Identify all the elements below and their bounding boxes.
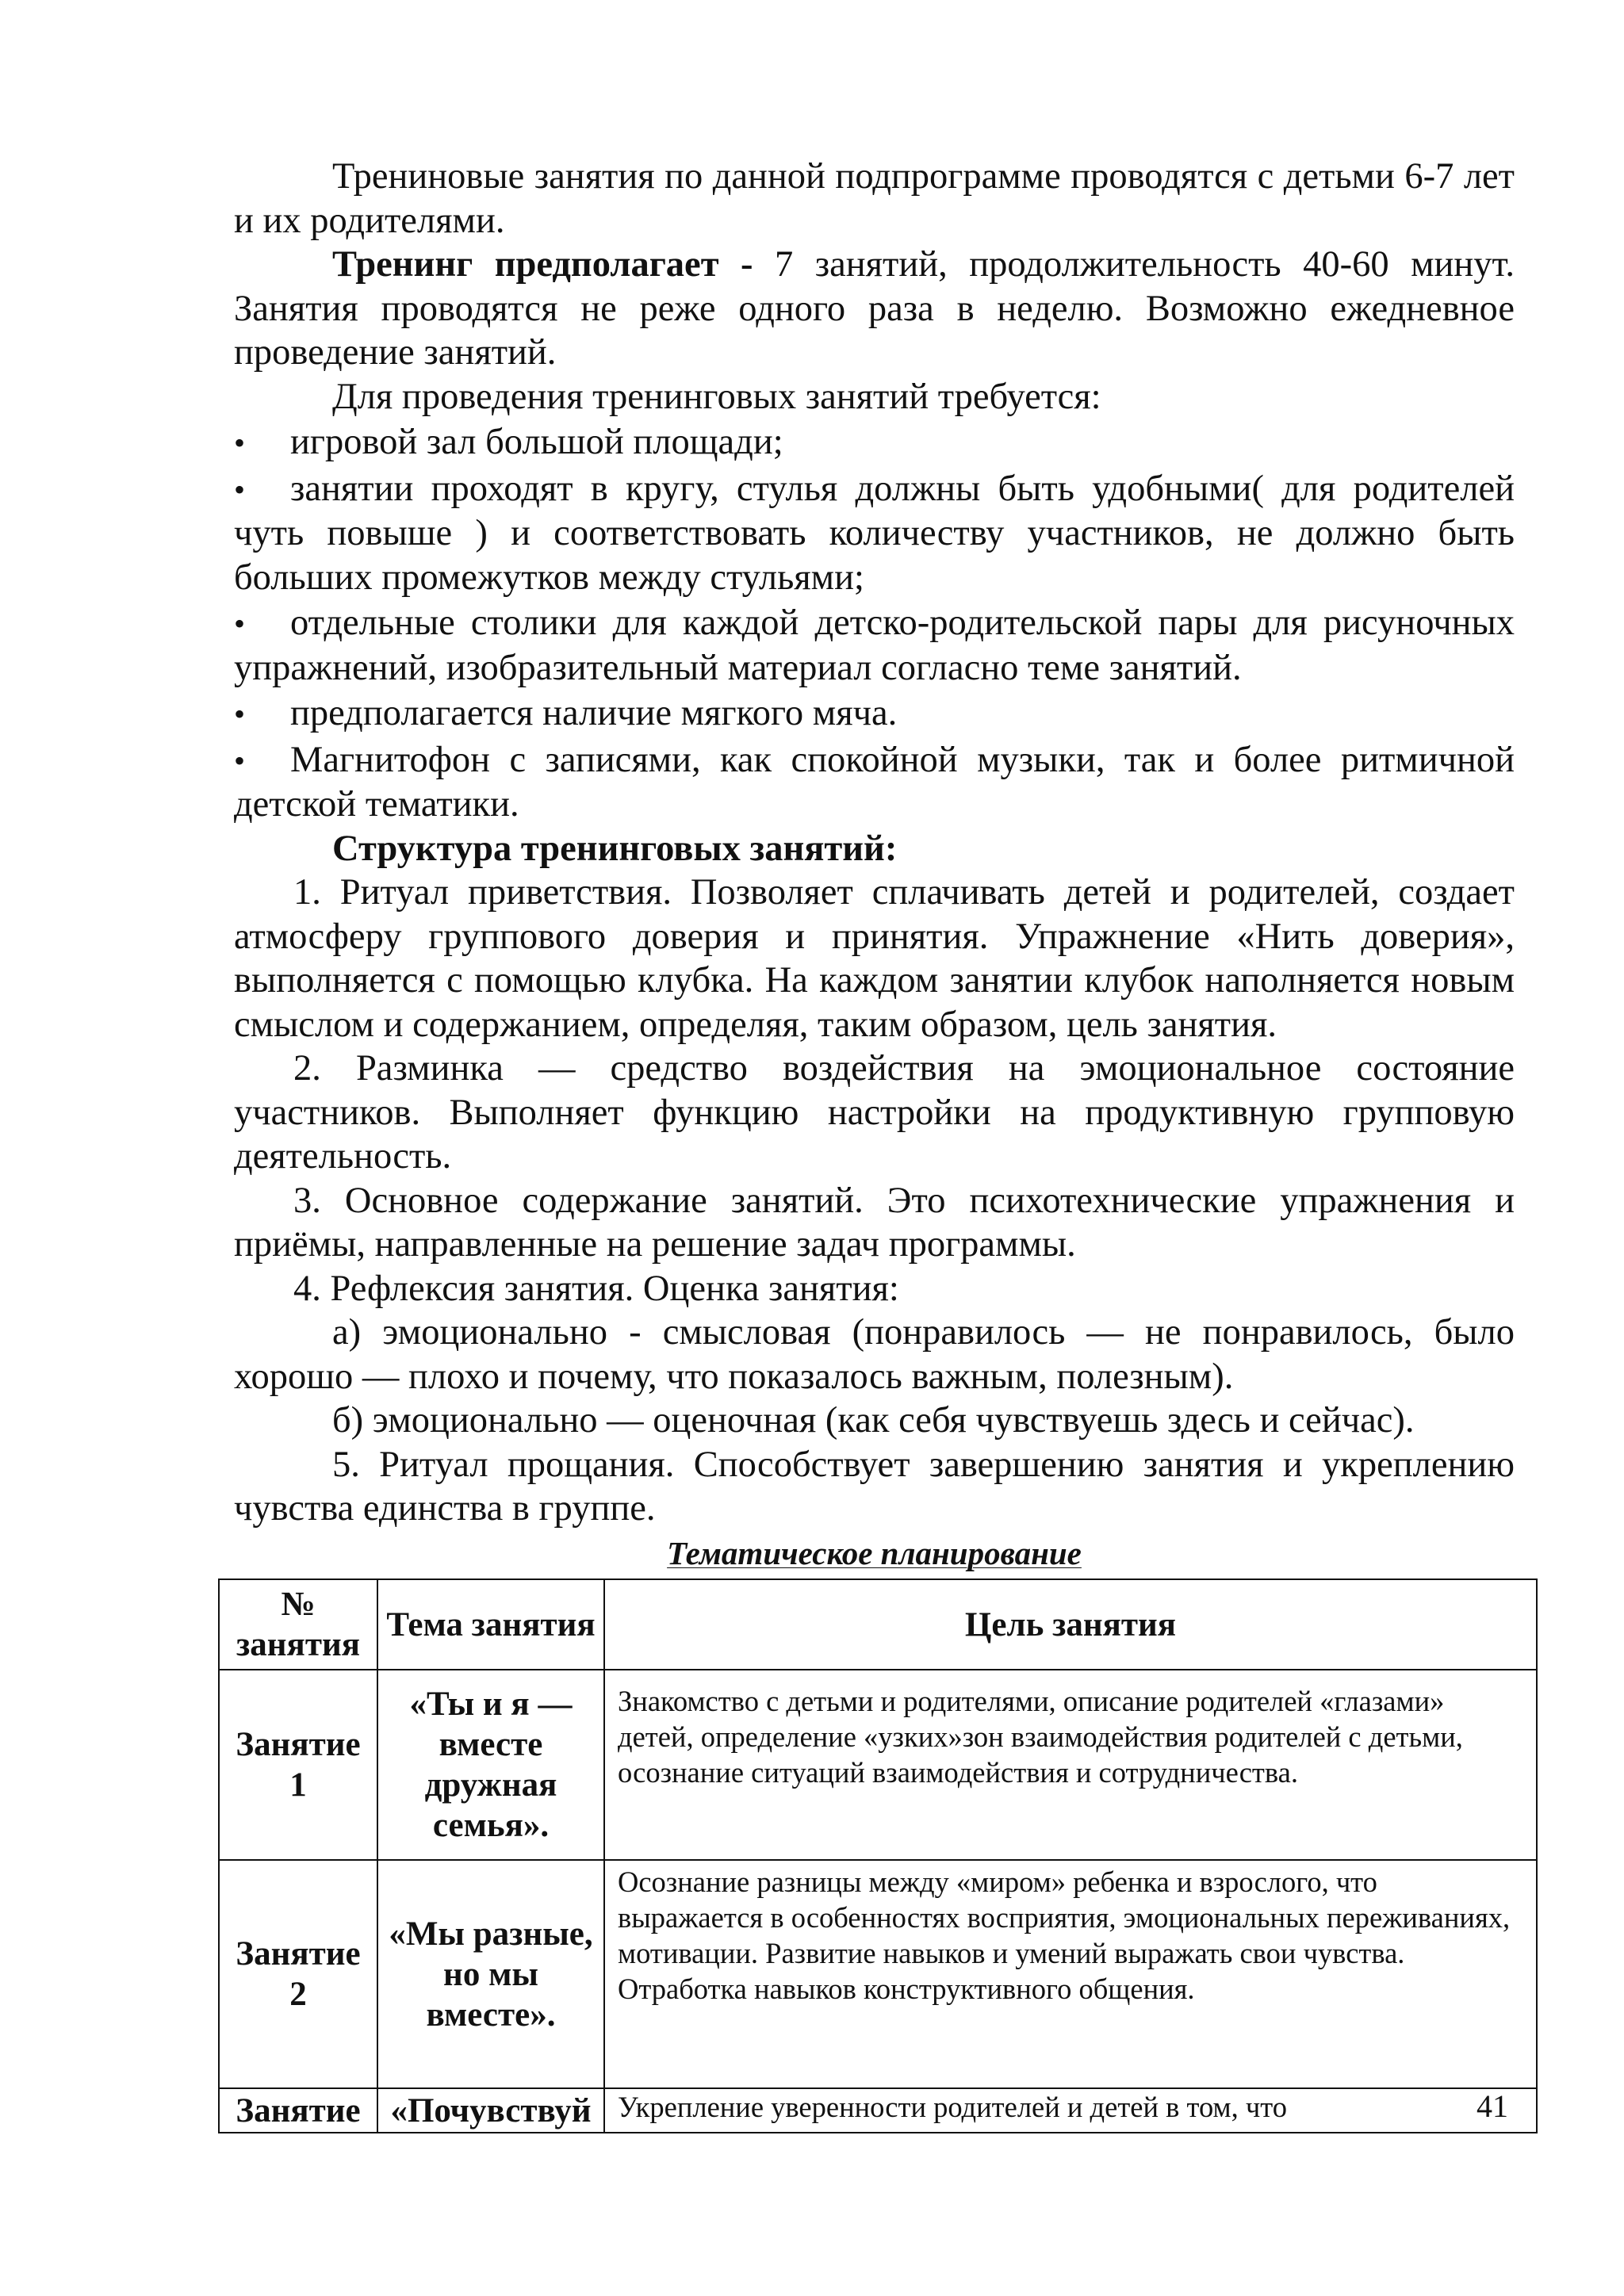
requirements-paragraph: Для проведения тренинговых занятий требуется: [332,376,1101,417]
structure-item-4: 4. Рефлексия занятия. Оценка занятия: [293,1268,899,1309]
training-text: 7 занятий, продолжительность 40-60 минут. Занятия проводятся не реже одного раза в неделю. Возможно ежедневное проведение занятий. [234,244,1515,373]
bullet-text: Магнитофон с записями, как спокойной музыки, так и более ритмичной детской тематики. [234,739,1515,825]
bullet-icon: • [234,696,246,732]
structure-item-2: 2. Разминка — средство воздействия на эмоциональное состояние участников. Выполняет функцию настройки на продуктивную групповую деятельность. [234,1048,1515,1177]
structure-item-5: 5. Ритуал прощания. Способствует завершению занятия и укреплению чувства единства в группе. [234,1444,1515,1529]
structure-item-3: 3. Основное содержание занятий. Это психотехнические упражнения и приёмы, направленные на решение задач программы. [234,1180,1515,1265]
table-row [219,1670,1537,1860]
table-caption: Тематическое планирование [667,1534,1082,1571]
reflection-a: а) эмоционально - смысловая (понравилось — не понравилось, было хорошо — плохо и почему, что показалось важным, полезным). [234,1312,1515,1397]
row-goal: Укрепление уверенности родителей и детей в том, что [604,2088,1537,2133]
bullet-item [234,737,1515,827]
row-topic: «Ты и я — вместе дружная семья». [377,1670,604,1860]
bullet-icon: • [234,425,246,461]
header-topic: Тема занятия [377,1579,604,1670]
row-goal: Знакомство с детьми и родителями, описание родителей «глазами» детей, определение «узких»зон взаимодействия родителей с детьми, осознание ситуаций взаимодействия и сотрудничества. [604,1670,1537,1860]
intro-paragraph: Трениновые занятия по данной подпрограмме проводятся с детьми 6-7 лет и их родителями. [234,156,1515,241]
header-goal: Цель занятия [604,1579,1537,1670]
bullet-text: предполагается наличие мягкого мяча. [290,693,898,733]
bullet-icon: • [234,742,246,779]
bullet-item [234,690,1515,737]
planning-table [218,1578,1538,2133]
row-topic: «Почувствуй [377,2088,604,2133]
row-goal: Осознание разницы между «миром» ребенка и взрослого, что выражается в особенностях восприятия, эмоциональных переживаниях, мотивации. Развитие навыков и умений выражать свои чувства. Отработка навыков конструктивного общения. [604,1860,1537,2088]
bullet-icon: • [234,471,246,507]
bullet-item [234,599,1515,690]
bullet-icon: • [234,606,246,641]
table-row [219,1860,1537,2088]
row-num: Занятие 1 [219,1670,377,1860]
table-row [219,2088,1537,2133]
header-num: № занятия [219,1579,377,1670]
row-num: Занятие 2 [219,1860,377,2088]
row-num: Занятие [219,2088,377,2133]
training-paragraph [234,243,1515,375]
page-body [234,155,1515,1574]
training-bold-lead: Тренинг предполагает - [332,244,753,285]
structure-item-1: 1. Ритуал приветствия. Позволяет сплачивать детей и родителей, создает атмосферу группового доверия и принятия. Упражнение «Нить доверия», выполняется с помощью клубка. На каждом занятии клубок наполняется новым смыслом и содержанием, определяя, таким образом, цель занятия. [234,872,1515,1045]
table-header-row [219,1579,1537,1670]
page-number: 41 [1477,2088,1508,2124]
bullet-item [234,465,1515,600]
structure-heading: Структура тренинговых занятий: [332,828,898,869]
row-topic: «Мы разные, но мы вместе». [377,1860,604,2088]
bullet-item [234,419,1515,465]
bullet-text: игровой зал большой площади; [290,422,783,462]
reflection-b: б) эмоционально — оценочная (как себя чувствуешь здесь и сейчас). [332,1400,1415,1441]
bullet-text: отдельные столики для каждой детско-родительской пары для рисуночных упражнений, изобразительный материал согласно теме занятий. [234,603,1515,688]
bullet-text: занятии проходят в кругу, стулья должны быть удобными( для родителей чуть повыше ) и соответствовать количеству участников, не должно быть больших промежутков между стульями; [234,468,1515,598]
